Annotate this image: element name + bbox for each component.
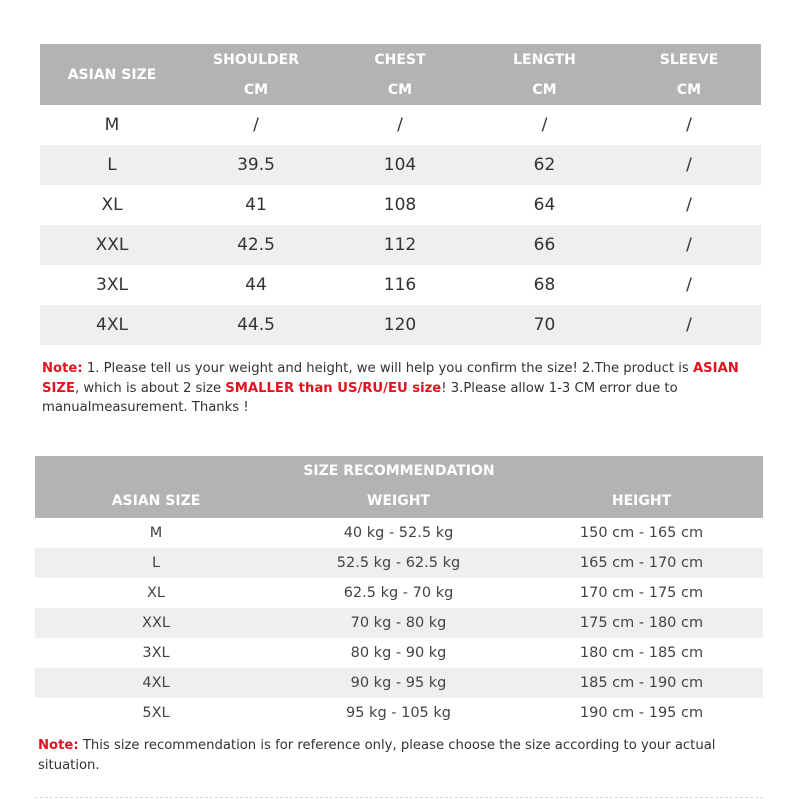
table-row bbox=[35, 548, 763, 578]
header-label: LENGTH bbox=[513, 52, 576, 68]
weight-cell: 70 kg - 80 kg bbox=[350, 615, 447, 631]
weight-cell: 52.5 kg - 62.5 kg bbox=[336, 555, 461, 571]
recommendation-column-headers bbox=[35, 493, 763, 509]
header-weight: WEIGHT bbox=[367, 493, 430, 509]
chest-cell: 112 bbox=[383, 235, 417, 255]
chest-cell: 120 bbox=[383, 315, 417, 335]
height-cell: 165 cm - 170 cm bbox=[579, 555, 704, 571]
size-cell: XXL bbox=[95, 235, 129, 255]
size-chart-table bbox=[40, 44, 761, 345]
size-cell: L bbox=[151, 555, 161, 571]
length-cell: 64 bbox=[533, 195, 556, 215]
note-label: Note: bbox=[42, 361, 83, 376]
header-unit: CM bbox=[243, 82, 269, 98]
height-cell: 175 cm - 180 cm bbox=[579, 615, 704, 631]
size-cell: 4XL bbox=[96, 315, 128, 335]
table-row bbox=[40, 265, 761, 305]
header-asian-size bbox=[40, 44, 184, 105]
shoulder-cell: 41 bbox=[245, 195, 267, 215]
height-cell: 190 cm - 195 cm bbox=[579, 705, 704, 721]
header-sleeve bbox=[617, 44, 761, 105]
shoulder-cell: 42.5 bbox=[237, 235, 275, 255]
table-row bbox=[35, 698, 763, 728]
weight-cell: 95 kg - 105 kg bbox=[346, 705, 451, 721]
sleeve-cell: / bbox=[686, 275, 692, 295]
length-cell: 66 bbox=[533, 235, 556, 255]
divider bbox=[35, 797, 763, 799]
length-cell: 62 bbox=[533, 155, 556, 175]
height-cell: 170 cm - 175 cm bbox=[579, 585, 704, 601]
sleeve-cell: / bbox=[686, 235, 692, 255]
recommendation-title: SIZE RECOMMENDATION bbox=[303, 463, 495, 479]
size-cell: M bbox=[149, 525, 163, 541]
table-row bbox=[35, 518, 763, 548]
shoulder-cell: 44 bbox=[245, 275, 267, 295]
chest-cell: 108 bbox=[383, 195, 417, 215]
size-cell: 3XL bbox=[142, 645, 170, 661]
table-row bbox=[35, 578, 763, 608]
sleeve-cell: / bbox=[686, 115, 692, 135]
height-cell: 150 cm - 165 cm bbox=[579, 525, 704, 541]
weight-cell: 80 kg - 90 kg bbox=[350, 645, 447, 661]
header-unit: CM bbox=[532, 82, 557, 98]
shoulder-cell: / bbox=[253, 115, 259, 135]
sleeve-cell: / bbox=[686, 195, 692, 215]
chest-cell: 116 bbox=[383, 275, 417, 295]
recommendation-note bbox=[38, 736, 768, 775]
size-chart-header bbox=[40, 44, 761, 105]
size-recommendation-table bbox=[35, 456, 763, 728]
chest-cell: 104 bbox=[383, 155, 417, 175]
size-cell: XL bbox=[146, 585, 165, 601]
table-row bbox=[40, 305, 761, 345]
weight-cell: 62.5 kg - 70 kg bbox=[343, 585, 454, 601]
size-cell: L bbox=[107, 155, 117, 175]
sleeve-cell: / bbox=[686, 155, 692, 175]
header-shoulder bbox=[184, 44, 328, 105]
note-highlight-asian-size: ASIAN SIZE bbox=[42, 361, 739, 396]
header-height: HEIGHT bbox=[611, 493, 672, 509]
length-cell: 70 bbox=[533, 315, 556, 335]
shoulder-cell: 39.5 bbox=[237, 155, 275, 175]
table-row bbox=[35, 638, 763, 668]
chest-cell: / bbox=[397, 115, 403, 135]
length-cell: / bbox=[541, 115, 548, 135]
note-label: Note: bbox=[38, 738, 79, 753]
note-text: ! 3.Please allow 1-3 CM error due to manualmeasurement. Thanks ! bbox=[42, 380, 678, 415]
header-label: SLEEVE bbox=[659, 52, 719, 68]
length-cell: 68 bbox=[533, 275, 556, 295]
table-row bbox=[40, 105, 761, 145]
table-row bbox=[40, 225, 761, 265]
height-cell: 185 cm - 190 cm bbox=[579, 675, 704, 691]
size-cell: XL bbox=[101, 195, 123, 215]
header-chest bbox=[328, 44, 472, 105]
header-label: CHEST bbox=[374, 52, 426, 68]
note-text: 1. Please tell us your weight and height, we will help you confirm the size! 2.The product is bbox=[82, 361, 693, 376]
note-highlight-smaller: SMALLER than US/RU/EU size bbox=[225, 380, 442, 396]
table-row bbox=[35, 608, 763, 638]
header-asian-size: ASIAN SIZE bbox=[111, 493, 201, 509]
header-unit: CM bbox=[387, 82, 413, 98]
weight-cell: 40 kg - 52.5 kg bbox=[343, 525, 454, 541]
size-cell: 5XL bbox=[142, 705, 170, 721]
note-text: , which is about 2 size bbox=[74, 380, 226, 396]
weight-cell: 90 kg - 95 kg bbox=[350, 675, 447, 691]
table-row bbox=[40, 145, 761, 185]
size-cell: 3XL bbox=[96, 275, 128, 295]
recommendation-header bbox=[35, 456, 763, 518]
note-text: This size recommendation is for reference only, please choose the size according to your actual situation. bbox=[38, 738, 716, 773]
header-length bbox=[472, 44, 617, 105]
header-label: SHOULDER bbox=[213, 52, 299, 68]
header-label: ASIAN SIZE bbox=[67, 67, 157, 83]
size-cell: XXL bbox=[142, 615, 170, 631]
size-cell: M bbox=[104, 115, 120, 135]
height-cell: 180 cm - 185 cm bbox=[579, 645, 704, 661]
sleeve-cell: / bbox=[686, 315, 692, 335]
size-cell: 4XL bbox=[142, 675, 170, 691]
table-row bbox=[40, 185, 761, 225]
size-note bbox=[42, 359, 762, 418]
header-unit: CM bbox=[676, 82, 702, 98]
shoulder-cell: 44.5 bbox=[237, 315, 275, 335]
table-row bbox=[35, 668, 763, 698]
